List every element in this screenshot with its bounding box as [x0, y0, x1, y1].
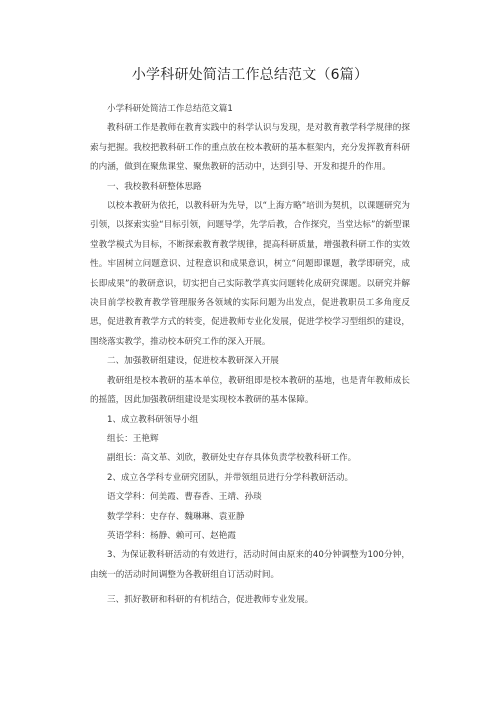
list-item: 副组长：高文革、刘欣，教研处史存存具体负责学校教科研工作。: [107, 453, 357, 464]
paragraph: 以校本教研为依托，以教科研为先导，以“上海方略”培训为契机，以课题研究为引领，以探索实验“目标引领，问题导学，先学后教，合作探究，当堂达标”的新型课堂教学模式为目标，不断探索教育教学规律，提高科研质量，增强教科研工作的实效性。牢固树立问题意识、过程意识和成果意识，树立“问题即课题，教学即研究，成长即成果”的教研意识，切实把自己实际教学真实问题转化成研究课题。以研究并解决目前学校教育教学管理服务各领域的实际问题为出发点，促进教职员工多角度反思，促进教育教学方式的转变，促进教师专业化发展，促进学校学习型组织的建设，围绕落实教学，推动校本研究工作的深入开展。: [90, 201, 410, 347]
document-body: [90, 100, 410, 611]
list-item: 英语学科：杨静、赖可可、赵艳霞: [107, 530, 236, 541]
section-heading: 三、抓好教研和科研的有机结合，促进教师专业发展。: [107, 595, 314, 606]
list-item: 语文学科：何美霞、曹春香、王靖、孙琰: [107, 492, 262, 503]
paragraph: 3、为保证教科研活动的有效进行，活动时间由原来的40分钟调整为100分钟，由统一的活动时间调整为各教研组自订活动时间。: [90, 550, 410, 580]
list-item: 组长：王艳辉: [107, 433, 159, 444]
paragraph: 教研组是校本教研的基本单位，教研组即是校本教研的基地，也是青年教师成长的摇篮，因此加强教研组建设是实现校本教研的基本保障。: [90, 375, 410, 406]
section-heading: 一、我校教科研整体思路: [107, 181, 202, 192]
list-item: 数学学科：史存存、魏琳琳、袁亚静: [107, 511, 245, 522]
section-heading: 二、加强教研组建设，促进校本教研深入开展: [107, 356, 279, 367]
paragraph: 教科研工作是教师在教育实践中的科学认识与发现，是对教育教学科学规律的探索与把握。我校把教科研工作的重点放在校本教研的基本框架内，充分发挥教育科研的内涵，做到在聚焦课堂、聚焦教研的活动中，达到引导、开发和提升的作用。: [90, 123, 410, 173]
section-heading: 小学科研处简洁工作总结范文篇1: [107, 104, 233, 114]
list-item: 1、成立教科研领导小组: [107, 414, 199, 425]
list-item: 2、成立各学科专业研究团队，并带领组员进行分学科教研活动。: [107, 472, 354, 483]
document-title: 小学科研处简洁工作总结范文（6篇）: [131, 67, 369, 83]
